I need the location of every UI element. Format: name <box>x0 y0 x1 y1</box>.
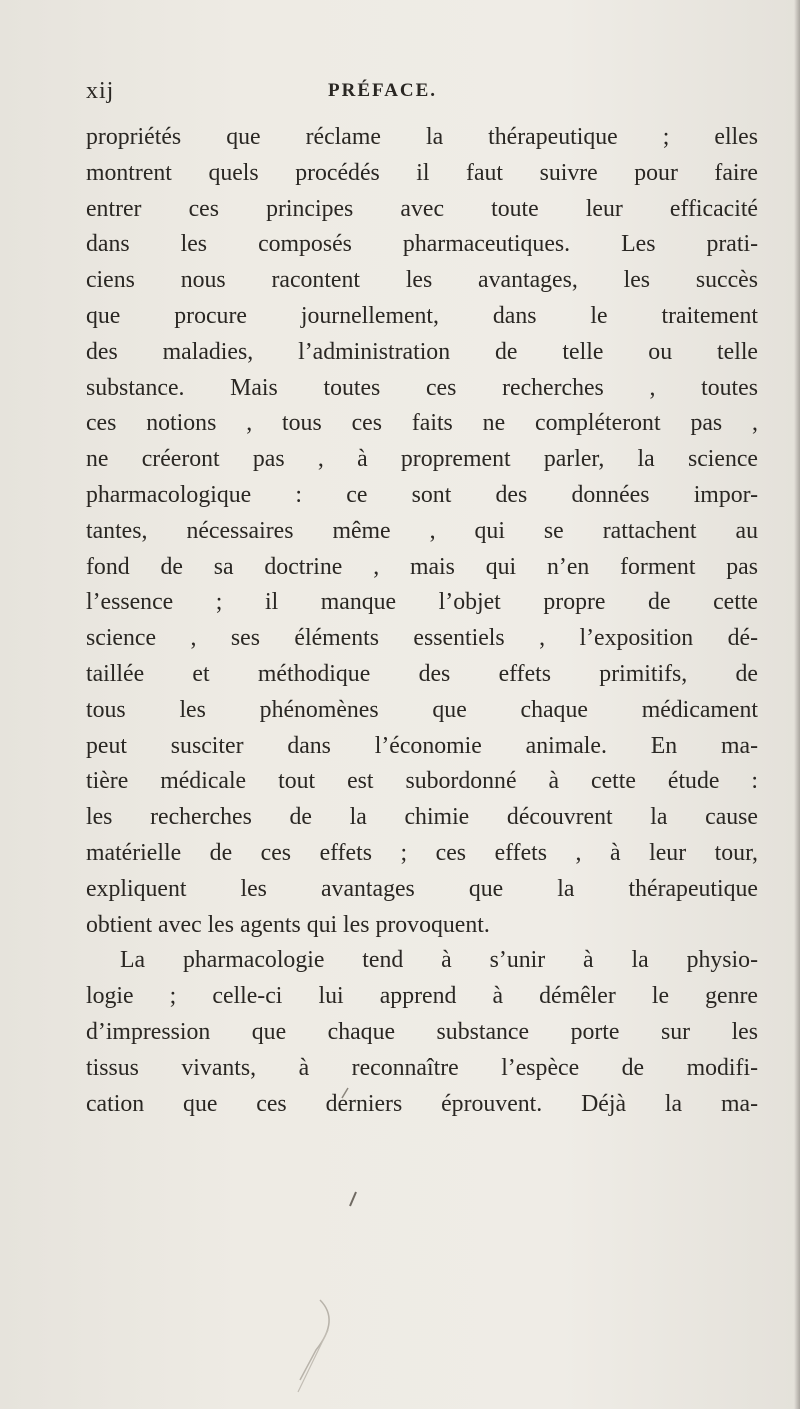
text-line: montrent quels procédés il faut suivre pour faire <box>86 159 758 186</box>
text-line: expliquent les avantages que la thérapeutique <box>86 875 758 902</box>
text-line: science , ses éléments essentiels , l’exposition dé- <box>86 625 758 652</box>
text-line: pharmacologique : ce sont des données impor- <box>86 481 758 508</box>
text-line: entrer ces principes avec toute leur efficacité <box>86 195 758 222</box>
text-line: dans les composés pharmaceutiques. Les prati- <box>86 231 758 258</box>
text-line: des maladies, l’administration de telle ou telle <box>86 338 758 365</box>
pencil-mark <box>350 1192 356 1206</box>
text-line: taillée et méthodique des effets primitifs, de <box>86 660 758 687</box>
text-line: substance. Mais toutes ces recherches , toutes <box>86 374 758 401</box>
body-text <box>86 120 758 1122</box>
paragraph-2 <box>86 943 758 1122</box>
text-line: d’impression que chaque substance porte sur les <box>86 1018 758 1045</box>
running-head: PRÉFACE. <box>328 80 438 101</box>
pencil-mark <box>300 1300 329 1380</box>
text-line: obtient avec les agents qui les provoquent. <box>86 911 490 938</box>
page-folio: xij <box>86 78 115 104</box>
text-line: tissus vivants, à reconnaître l’espèce de modifi- <box>86 1054 758 1081</box>
page-header <box>86 78 746 112</box>
text-line: tière médicale tout est subordonné à cette étude : <box>86 768 758 795</box>
text-line: peut susciter dans l’économie animale. En ma- <box>86 732 758 759</box>
text-line: tous les phénomènes que chaque médicament <box>86 696 758 723</box>
text-line: fond de sa doctrine , mais qui n’en forment pas <box>86 553 758 580</box>
text-line: les recherches de la chimie découvrent la cause <box>86 804 758 831</box>
page-edge-shadow <box>794 0 800 1409</box>
text-line: tantes, nécessaires même , qui se rattachent au <box>86 517 758 544</box>
text-line: ne créeront pas , à proprement parler, la science <box>86 446 758 473</box>
text-line: cation que ces derniers éprouvent. Déjà la ma- <box>86 1090 758 1117</box>
text-line: que procure journellement, dans le traitement <box>86 302 758 329</box>
pencil-mark <box>298 1330 328 1392</box>
text-line: La pharmacologie tend à s’unir à la physio- <box>120 947 758 974</box>
text-line: matérielle de ces effets ; ces effets , à leur tour, <box>86 839 758 866</box>
text-line: l’essence ; il manque l’objet propre de cette <box>86 589 758 616</box>
text-line: propriétés que réclame la thérapeutique ; elles <box>86 124 758 150</box>
text-line: ces notions , tous ces faits ne compléteront pas , <box>86 410 758 437</box>
text-line: ciens nous racontent les avantages, les succès <box>86 267 758 294</box>
text-line: logie ; celle-ci lui apprend à démêler le genre <box>86 983 758 1010</box>
paragraph-1 <box>86 120 758 943</box>
